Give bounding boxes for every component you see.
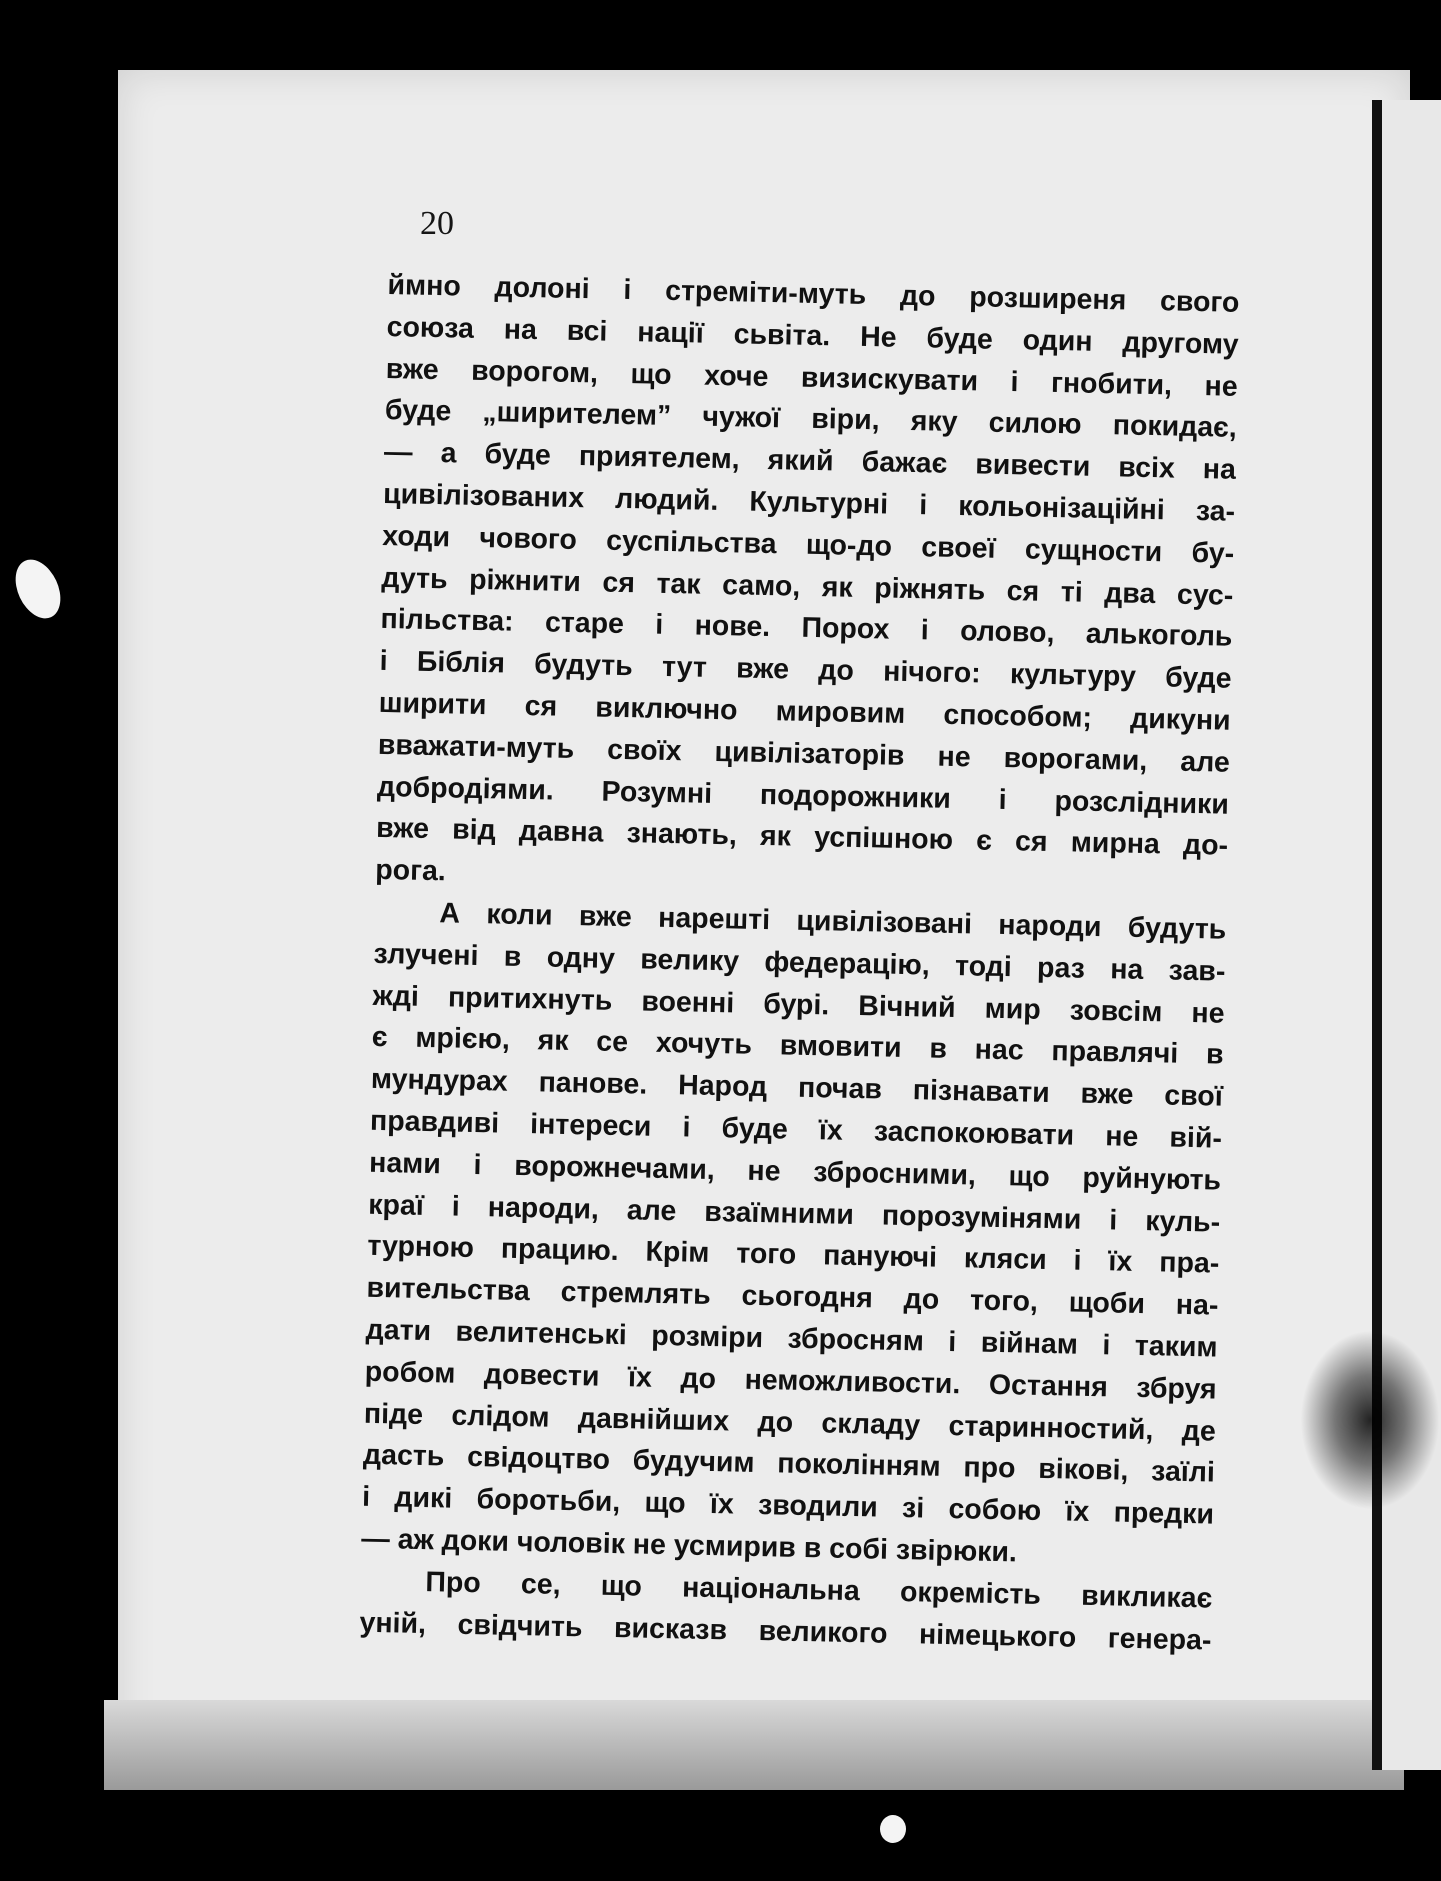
- text-line: вважати-муть своїх цивілізаторів не ворогами, але: [377, 728, 1231, 779]
- text-line: жді притихнуть военні бурі. Вічний мир зовсім не: [372, 979, 1225, 1030]
- text-line: цивілізованих людий. Культурні і кольонізаційні за-: [382, 477, 1236, 528]
- page-number: 20: [420, 205, 454, 242]
- page-bottom-edge: [104, 1700, 1404, 1790]
- text-line: — аж доки чоловік не усмирив в собі звірюки.: [360, 1522, 1018, 1569]
- text-line: дати велитенські розміри збросням і війнам і таким: [365, 1313, 1218, 1364]
- text-line: вже ворогом, що хоче визискувати і гнобити, не: [385, 352, 1238, 403]
- text-line: дасть свідоцтво будучим поколінням про вікові, заїлі: [362, 1439, 1216, 1489]
- text-line: і Біблія будуть тут вже до нічого: культуру буде: [379, 645, 1232, 695]
- text-line: ширити ся виключно мировим способом; дикуни: [378, 686, 1231, 737]
- adjacent-page-edge: [1382, 100, 1441, 1770]
- text-line: правдиві інтереси і буде їх заспокоювати не вій-: [369, 1104, 1223, 1155]
- text-line: робом довести їх до неможливости. Остання збруя: [364, 1355, 1217, 1406]
- book-gutter: [1372, 100, 1382, 1770]
- text-line: ймно долоні і стреміти-муть до розширеня свого: [387, 268, 1240, 319]
- text-line: Про се, що національна окремість викликає: [425, 1565, 1213, 1615]
- text-line: і дикі боротьби, що їх зводили зі собою їх предки: [361, 1480, 1215, 1531]
- text-line: союза на всі нації сьвіта. Не буде один другому: [386, 310, 1239, 361]
- text-line: нами і ворожнечами, не збросними, що руйнують: [368, 1146, 1222, 1197]
- text-line: вительства стремлять сьогодня до того, щоби на-: [366, 1271, 1219, 1322]
- text-line: рога.: [374, 854, 447, 888]
- text-line: вже від давна знають, як успішною є ся мирна до-: [375, 812, 1229, 863]
- text-line: буде „ширителем” чужої віри, яку силою покидає,: [384, 394, 1238, 445]
- text-line: уній, свідчить висказв великого німецького генера-: [359, 1606, 1212, 1657]
- body-text: [359, 265, 1240, 1662]
- scan-artifact-bottom: [880, 1815, 906, 1843]
- text-line: є мрією, як се хочуть вмовити в нас правлячі в: [371, 1021, 1224, 1072]
- text-line: пільства: старе і нове. Порох і олово, алькоголь: [380, 603, 1233, 654]
- text-line: — а буде приятелем, який бажає вивести всіх на: [383, 436, 1237, 486]
- text-line: піде слідом давнійших до складу старинностий, де: [363, 1397, 1217, 1448]
- scan-smudge: [1300, 1330, 1440, 1510]
- text-line: краї і народи, але взаїмними порозумінями і куль-: [367, 1188, 1221, 1239]
- text-line: добродіями. Розумні подорожники і розслідники: [376, 770, 1230, 821]
- text-line: ходи чового суспільства що-до своеї сущности бу-: [381, 519, 1235, 570]
- text-line: А коли вже нарешті цивілізовані народи будуть: [439, 897, 1227, 946]
- text-line: турною працию. Крім того пануючі кляси і їх пра-: [367, 1230, 1220, 1280]
- text-line: дуть ріжнити ся так само, як ріжнять ся ті два сус-: [381, 561, 1234, 612]
- text-line: злучені в одну велику федерацію, тоді раз на зав-: [373, 937, 1226, 988]
- scan-artifact-left: [7, 552, 69, 625]
- text-line: мундурах панове. Народ почав пізнавати вже свої: [370, 1062, 1224, 1113]
